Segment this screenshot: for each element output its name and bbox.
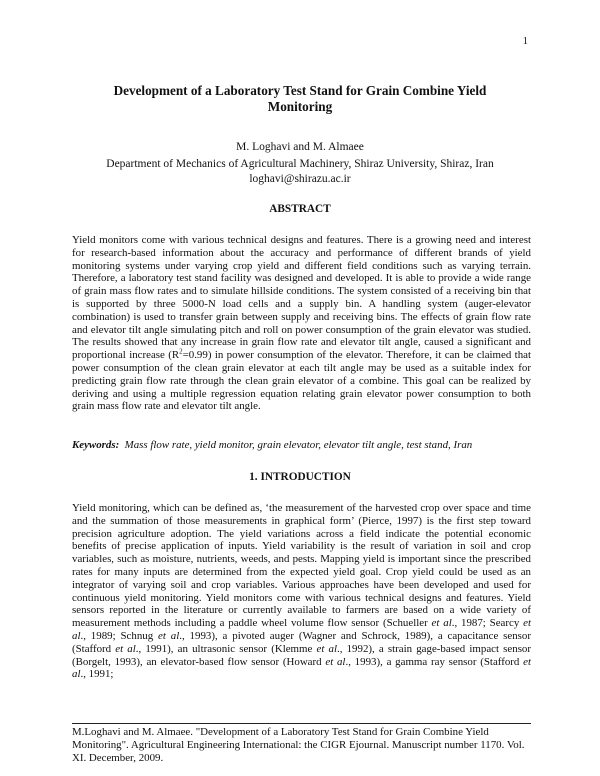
intro-segment: ., 1993), a pivoted auger (Wagner and Schrock, 1989), a capacitance sensor (Stafford [72, 629, 531, 655]
intro-et-al: et al [158, 629, 180, 642]
affiliation: Department of Mechanics of Agricultural Machinery, Shiraz University, Shiraz, Iran [106, 158, 494, 170]
authors: M. Loghavi and M. Almaee [236, 141, 364, 153]
intro-et-al: et al [431, 617, 452, 630]
footer-citation: M.Loghavi and M. Almaee. "Development of a Laboratory Test Stand for Grain Combine Yield Monitoring". Agricultural Engineering International: the CIGR Ejournal. Manuscript number 1170. Vol. XI. December, 2009. [72, 726, 525, 764]
page-number: 1 [522, 36, 528, 47]
intro-et-al: et al [316, 642, 337, 655]
intro-et-al: et al [72, 617, 531, 642]
footer-divider [72, 723, 531, 724]
intro-segment: ., 1992), a strain gage-based impact sensor (Borgelt, 1993), an elevator-based flow sensor (Howard [72, 642, 531, 668]
keywords-label: Keywords: [72, 439, 120, 451]
intro-segment: ., 1989; Schnug [80, 629, 159, 642]
abstract-text-part-1: Yield monitors come with various technical designs and features. There is a growing need and interest for research-based information about the accuracy and performance of different brands of yield monitoring systems under varying crop yield and different field conditions such as varying terrain. Therefore, a laboratory test stand facility was designed and developed. It is able to provide a wide range of grain mass flow rates and to simulate hillside conditions. The system consisted of a receiving bin that is supported by three 5000-N load cells and a supply bin. A handling system (auger-elevator combination) is used to transfer grain between supply and receiving bins. The effects of grain flow rate and elevator tilt angle simulating pitch and roll on power consumption of the grain elevator was studied. The results showed that any increase in grain flow rate and elevator tilt angle, caused a significant and proportional increase (R [72, 234, 531, 362]
paper-title: Development of a Laboratory Test Stand for Grain Combine Yield Monitoring [113, 83, 487, 114]
intro-segment: ., 1991), an ultrasonic sensor (Klemme [135, 642, 317, 655]
abstract-body [72, 234, 531, 413]
intro-et-al: et al [72, 655, 531, 681]
keywords-list: Mass flow rate, yield monitor, grain elevator, elevator tilt angle, test stand, Iran [124, 439, 473, 451]
intro-segment: Yield monitoring, which can be defined as, ‘the measurement of the harvested crop over space and time and the summation of those measurements in graphical form’ (Pierce, 1997) is the first step toward precision agriculture adoption. The yield variations across a field indicate the potential economic benefits of precise application of inputs. Yield variability is the result of variation in soil and crop variables, such as moisture, nutrients, weeds, and pests. Mapping yield is important since the prescribed rates for many inputs are determined from the expected yield goal. Crop yield could be used as an integrator of varying soil and crop variables. Various approaches have been developed and used for continuous yield monitoring. Yield monitors come with various technical designs and features. Yield sensors reported in the literature or currently available to farmers are based on a wide variety of measurement methods including a paddle wheel volume flow sensor (Schueller [72, 502, 531, 630]
intro-segment: ., 1987; Searcy [451, 617, 524, 630]
abstract-superscript: 2 [179, 347, 183, 356]
abstract-heading: ABSTRACT [269, 203, 331, 215]
intro-et-al: et al [325, 655, 346, 668]
introduction-heading: 1. INTRODUCTION [249, 471, 351, 483]
intro-segment: ., 1993), a gamma ray sensor (Stafford [345, 655, 524, 668]
intro-et-al: et al [115, 642, 136, 655]
introduction-body [72, 502, 531, 753]
author-email: loghavi@shirazu.ac.ir [249, 173, 351, 185]
abstract-text-part-2: =0.99) in power consumption of the elevator. Therefore, it can be claimed that power consumption of the clean grain elevator at each tilt angle may be used as a suitable index for predicting grain flow rate through the clean grain elevator of a combine. This goal can be realized by deriving and using a multiple regression equation relating grain elevator power consumption to both grain mass flow rate and elevator tilt angle. [72, 349, 532, 413]
keywords [72, 439, 531, 452]
intro-segment: ., 1991; [80, 668, 114, 681]
